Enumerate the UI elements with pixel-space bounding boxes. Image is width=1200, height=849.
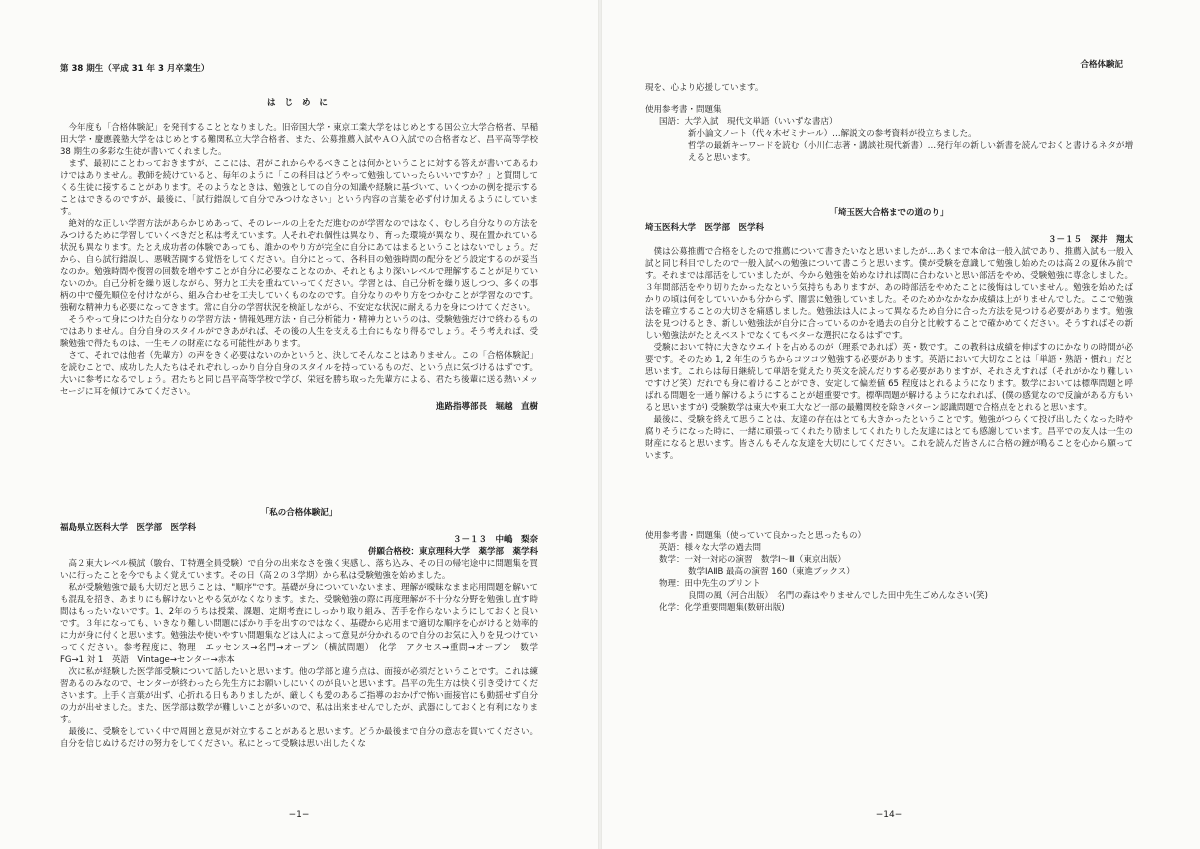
essay2-school: 埼玉医科大学 医学部 医学科: [645, 223, 765, 233]
essay-section: [60, 506, 547, 750]
continuation-text: 現を、心より応援しています。: [645, 83, 764, 93]
right-page: [645, 0, 1133, 849]
left-page-header: 第 38 期生（平成 31 年 3 月卒業生）: [60, 64, 210, 74]
intro-signature: 進路指導部長 堀越 直樹: [435, 402, 538, 412]
intro-paragraph: 絶対的な正しい学習方法があらかじめあって、そのレールの上をただ進むのが学習なのではなく、むしろ自分なりの方法をみつけるために学習していくべきだと私は考えています。人それぞれ個性は異なり、育った環境が異なり、現在置かれている状況も異なります。たとえ成功者の体験であっても、誰かのやり方が完全に自分にあてはまるということはないでしょう。だから、自ら試行錯誤し、悪戦苦闘する覚悟をしてください。自分にとって、各科目の勉強時間の配分をどう設定するのが妥当なのか。勉強時間や復習の回数を増やすことが自分に必要なことなのか、それともより深いレベルで理解することが足りていないのか。自己分析を繰り返しながら、努力と工夫を重ねていってください。学習とは、自己分析を繰り返しつつ、多くの事柄の中で優先順位を付けながら、組み合わせを工夫していくものなのです。自分なりのやり方をつかむことが学習なのです。強靭な精神力も必要になってきます。常に自分の学習状況を検証しながら、不安定な状況に耐える力を身につけてください。: [60, 219, 538, 313]
intro-paragraph: 今年度も「合格体験記」を発刊することとなりました。旧帝国大学・東京工業大学をはじめとする国公立大学合格者、早稲田大学・慶應義塾大学をはじめとする難関私立大学合格者、また、公募推薦入試やＡＯ入試での合格者など、昌平高等学校 38 期生の多彩な生徒が書いてくれました。: [60, 123, 538, 157]
refs-item: 新小論文ノート（代々木ゼミナール）…解説文の参考資料が役立ちました。: [688, 129, 977, 139]
refs2-item: 英語：様々な大学の過去問: [659, 543, 762, 553]
intro-title: は じ め に: [267, 98, 331, 108]
intro-paragraph: そうやって身につけた自分なりの学習方法・情報処理方法・自己分析能力・精神力というのは、受験勉強だけで終わるものではありません。自分自身のスタイルができあがれば、その後の人生を支える土台にもなり得るでしょう。そう考えれば、受験勉強で得たものは、一生モノの財産になる可能性があります。: [60, 315, 538, 349]
essay-paragraph: 最後に、受験をしていく中で周囲と意見が対立することがあると思います。どうか最後まで自分の意志を貫いてください。自分を信じぬけるだけの努力をしてください。私にとって受験は思い出したくな: [60, 727, 538, 749]
essay2-paragraph: 僕は公募推薦で合格をしたので推薦について書きたいなと思いましたが…あくまで本命は一般入試であり、推薦入試も一般入試と同じ科目でしたので一般入試への勉強について書こうと思います。僕が受験を意識して勉強し始めたのは高２の夏休み前です。それまでは部活をしていましたが、今から勉強を始めなければ間に合わないと思い部活をやめ、受験勉強に専念しました。３年間部活をやり切りたかったなという気持ちもありますが、あの時部活をやめたことに後悔はしていません。勉強を始めたばかりの頃は何をしていいかも分からず、闇雲に勉強していました。そのためかなかなか成績は上がりませんでした。ここで勉強法を確立することの大切さを痛感しました。勉強法は人によって異なるため自分に合った方法を見つける必要があります。勉強法を見つけるとき、新しい勉強法が自分に合っているのかを過去の自分と比較することで確かめてください。そうすればその新しい勉強法がたとえベストでなくてもベターな選択になるはずです。: [645, 247, 1133, 341]
refs-item: 国語：大学入試 現代文単語（いいずな書店）: [659, 117, 838, 127]
refs-title: 使用参考書・問題集: [645, 105, 722, 115]
refs2-item: 数学：一対一対応の演習 数学Ⅰ～Ⅲ（東京出版）: [659, 555, 846, 565]
continuation-section: [645, 82, 1133, 164]
refs2-section: [645, 530, 1133, 614]
right-page-header: 合格体験記: [1080, 60, 1123, 70]
essay2-school-row: [645, 222, 1133, 234]
essay-school: 福島県立医科大学 医学部 医学科: [60, 523, 197, 533]
left-page-number: −1−: [288, 810, 310, 820]
essay-paragraph: 次に私が経験した医学部受験について話したいと思います。他の学部と違う点は、面接が必須だということです。これは練習あるのみなので、センターが終わったら先生方にお願いしにいくのが良いと思います。昌平の先生方は快く引き受けてくださいます。上手く言葉が出ず、心折れる日もありましたが、厳しくも愛のあるご指導のおかげで怖い面接官にも動揺せず自分の力が出せました。また、医学部は数学が難しいことが多いので、私は出来ませんでしたが、武器にしておくと有利になります。: [60, 667, 538, 725]
right-page-number: −14−: [875, 810, 903, 820]
refs2-title: 使用参考書・問題集（使っていて良かったと思ったもの）: [645, 531, 867, 541]
intro-paragraph: まず、最初にことわっておきますが、ここには、君がこれからやるべきことは何かということに対する答えが書いてあるわけではありません。教師を続けていると、毎年のように「この科目はどうやって勉強していったらいいですか？」と質問してくる生徒に接することがあります。そのようなときは、勉強としての自分の知識や経験に基づいて、いくつかの例を提示することはできるのですが、最後に、「試行錯誤して自分でみつけなさい」という内容の言葉を必ず付け加えるようにしています。: [60, 159, 538, 217]
refs-list: [645, 116, 1133, 164]
page-gutter: [598, 0, 602, 849]
essay2-paragraph: 受験において特に大きなウエイトを占めるのが（理系であれば）英・数です。この教科は成績を伸ばすのにかなりの時間が必要です。そのため 1, 2 年生のうちからコツコツ勉強する必要があります。英語において大切なことは「単語・熟語・慣れ」だと思います。これらは毎日継続して単語を覚えたり英文を読んだりする必要がありますが、それさえすれば（それがかなり難しいですけど笑）だれでも身に着けることができ、安定して偏差値 65 程度はとれるようになります。数学においては標準問題と呼ばれる問題を一通り解けるようにすることが超重要です。標準問題が解けるようになれれば、(僕の感覚なので反論がある方もいると思いますが) 受験数学は東大や東工大など一部の最難関校を除きパターン認識問題で合格点をとれると思います。: [645, 343, 1133, 413]
essay-paragraph: 私が受験勉強で最も大切だと思うことは、"順序"です。基礎が身についていないまま、理解が曖昧なまま応用問題を解いても混乱を招き、あまりにも解けないとやる気がなくなります。また、受験勉強の際に再度理解が不十分な分野を勉強し直す時間はもったいないです。1、2年のうちは授業、課題、定期考査にしっかり取り組み、苦手を作らないようにしておくと良いです。３年になっても、いきなり難しい問題にばかり手を出すのではなく、基礎から応用まで適切な順序を心がけると効率的に力が身に付くと思います。勉強法や使いやすい問題集などは人によって意見が分かれるので自分のお気に入りを見つけていってください。参考程度に、物理 エッセンス→名門→オープン（横試問題） 化学 アクセス→重問→オープン 数学 FG→1 対 1 英語 Vintage→センター→赤本: [60, 583, 547, 665]
refs2-item: 化学：化学重要問題集(数研出版): [659, 603, 785, 613]
essay-title: 「私の合格体験記」: [260, 508, 338, 518]
essay2-section: [645, 206, 1133, 462]
essay-author: ３－１３ 中嶋 梨奈: [452, 535, 538, 545]
essay2-paragraph: 最後に、受験を終えて思うことは、友達の存在はとても大きかったということです。勉強がつらくて投げ出したくなった時や腐りそうになった時に、一緒に頑張ってくれたり励ましてくれたりした友達にはとても感謝しています。昌平での友人は一生の財産になると思います。皆さんもそんな友達を大切にしてください。これを読んだ皆さんに合格の鐘が鳴ることを心から願っています。: [645, 415, 1133, 461]
refs-item: 哲学の最新キーワードを読む（小川仁志著・講談社現代新書）…発行年の新しい新書を読んでおくと書けるネタが増えると思います。: [688, 141, 1133, 163]
essay2-title: 「埼玉医大合格までの道のり」: [829, 208, 949, 218]
refs2-item: 数学ⅠAⅡB 最高の演習 160（東進ブックス）: [688, 567, 855, 577]
refs2-item: 物理：田中先生のプリント: [659, 579, 761, 589]
essay-paragraph: 高２東大レベル模試（駿台、Ｔ特選全員受験）で自分の出来なさを強く実感し、落ち込み、その日の帰宅途中に問題集を買いに行ったことを今でもよく覚えています。その日（高２の３学期）から私は受験勉強を始めました。: [60, 559, 538, 581]
refs2-list: [645, 542, 1133, 614]
essay-also-accepted: 併願合格校：東京理科大学 薬学部 薬学科: [367, 547, 538, 557]
essay-school-row: [60, 522, 538, 534]
intro-paragraph: さて、それでは他者（先輩方）の声をきく必要はないのかというと、決してそんなことはありません。この「合格体験記」を読むことで、成功した人たちはそれぞれしっかり自分自身のスタイルを持っているものだ、という点に気づけるはずです。大いに参考になるでしょう。君たちと同じ昌平高等学校で学び、栄冠を勝ち取った先輩方による、君たち後輩に送る熱いメッセージに耳を傾けてみてください。: [60, 351, 538, 397]
refs2-item: 良問の風（河合出版） 名門の森はやりませんでした田中先生ごめんなさい(笑): [688, 591, 988, 601]
essay2-author: ３－１５ 深井 翔太: [1047, 235, 1133, 245]
left-page: [60, 0, 547, 849]
intro-section: [60, 96, 538, 413]
